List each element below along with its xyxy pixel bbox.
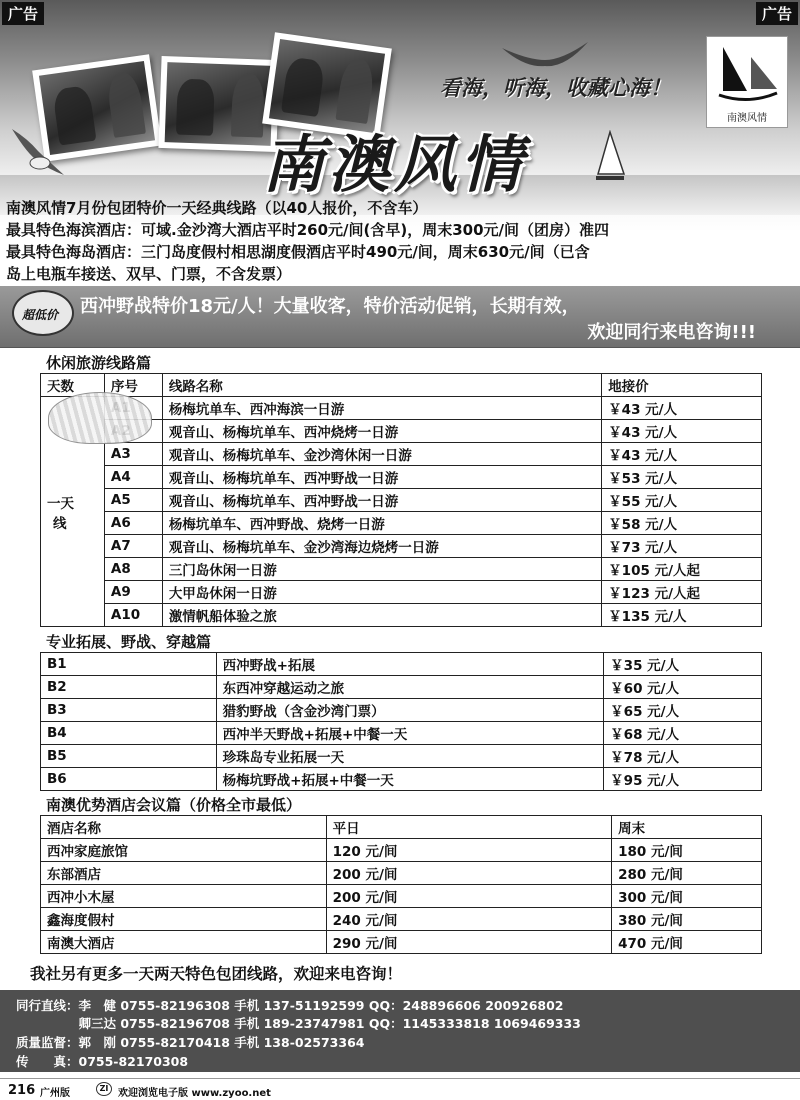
table-header-row bbox=[41, 374, 762, 397]
route-name: 三门岛休闲一日游 bbox=[162, 558, 601, 581]
table-row bbox=[41, 512, 762, 535]
route-code: B6 bbox=[41, 768, 217, 791]
page-footer bbox=[0, 1078, 800, 1100]
table-row bbox=[41, 745, 762, 768]
hotel-weekday-price: 120 元/间 bbox=[326, 839, 612, 862]
hotel-weekend-price: 470 元/间 bbox=[612, 931, 762, 954]
brand-logo bbox=[706, 36, 788, 128]
route-code: A5 bbox=[104, 489, 162, 512]
route-code: A7 bbox=[104, 535, 162, 558]
table-header-row bbox=[41, 816, 762, 839]
route-name: 西冲半天野战+拓展+中餐一天 bbox=[216, 722, 604, 745]
banner-slogan: 看海，听海，收藏心海！ bbox=[440, 76, 671, 100]
table-row bbox=[41, 581, 762, 604]
route-name: 猎豹野战（含金沙湾门票） bbox=[216, 699, 604, 722]
website-link[interactable]: 欢迎浏览电子版 www.zyoo.net bbox=[118, 1088, 271, 1099]
seashell-illustration bbox=[48, 392, 152, 444]
seagull-icon bbox=[8, 125, 68, 185]
promo-line: 欢迎同行来电咨询!!! bbox=[587, 322, 756, 343]
section-title-outdoor: 专业拓展、野战、穿越篇 bbox=[46, 633, 212, 651]
route-name: 珍珠岛专业拓展一天 bbox=[216, 745, 604, 768]
column-header: 地接价 bbox=[602, 374, 762, 397]
ad-label-left: 广告 bbox=[2, 2, 44, 25]
column-header: 线路名称 bbox=[162, 374, 601, 397]
bottom-note: 我社另有更多一天两天特色包团线路，欢迎来电咨询！ bbox=[30, 965, 403, 983]
route-price: ￥123 元/人起 bbox=[602, 581, 762, 604]
windsurfer-icon bbox=[592, 130, 628, 190]
contact-line: 同行直线：李 健 0755-82196308 手机 137-51192599 QQ：248896606 200926802 bbox=[16, 998, 564, 1013]
table-row bbox=[41, 489, 762, 512]
intro-line: 岛上电瓶车接送、双早、门票，不含发票） bbox=[6, 265, 292, 283]
ad-label-right: 广告 bbox=[756, 2, 798, 25]
route-code: A9 bbox=[104, 581, 162, 604]
route-name: 激情帆船体验之旅 bbox=[162, 604, 601, 627]
table-row bbox=[41, 653, 762, 676]
table-row bbox=[41, 885, 762, 908]
route-name: 观音山、杨梅坑单车、西冲野战一日游 bbox=[162, 489, 601, 512]
hotel-name: 东部酒店 bbox=[41, 862, 327, 885]
hotel-weekday-price: 290 元/间 bbox=[326, 931, 612, 954]
route-price: ￥65 元/人 bbox=[604, 699, 762, 722]
hotels-table bbox=[40, 815, 762, 954]
table-row bbox=[41, 908, 762, 931]
hotel-name: 西冲家庭旅馆 bbox=[41, 839, 327, 862]
route-name: 观音山、杨梅坑单车、西冲烧烤一日游 bbox=[162, 420, 601, 443]
table-row bbox=[41, 699, 762, 722]
table-row bbox=[41, 466, 762, 489]
route-price: ￥53 元/人 bbox=[602, 466, 762, 489]
route-code: A6 bbox=[104, 512, 162, 535]
route-price: ￥58 元/人 bbox=[602, 512, 762, 535]
table-row bbox=[41, 535, 762, 558]
route-price: ￥43 元/人 bbox=[602, 397, 762, 420]
hotel-name: 鑫海度假村 bbox=[41, 908, 327, 931]
promo-bar bbox=[0, 286, 800, 348]
route-code: B4 bbox=[41, 722, 217, 745]
route-price: ￥95 元/人 bbox=[604, 768, 762, 791]
route-code: A4 bbox=[104, 466, 162, 489]
route-code: A3 bbox=[104, 443, 162, 466]
logo-caption: 南澳风情 bbox=[727, 113, 767, 124]
route-code: B1 bbox=[41, 653, 217, 676]
table-row bbox=[41, 768, 762, 791]
contact-line: 卿三达 0755-82196708 手机 189-23747981 QQ：1145333818 1069469333 bbox=[16, 1016, 581, 1031]
hotel-weekend-price: 180 元/间 bbox=[612, 839, 762, 862]
route-code: B3 bbox=[41, 699, 217, 722]
route-price: ￥43 元/人 bbox=[602, 443, 762, 466]
route-name: 东西冲穿越运动之旅 bbox=[216, 676, 604, 699]
table-row bbox=[41, 443, 762, 466]
hotel-weekend-price: 380 元/间 bbox=[612, 908, 762, 931]
hotel-name: 西冲小木屋 bbox=[41, 885, 327, 908]
table-row bbox=[41, 722, 762, 745]
edition-label: 广州版 bbox=[40, 1088, 70, 1099]
day-label: 线 bbox=[53, 515, 67, 532]
route-price: ￥60 元/人 bbox=[604, 676, 762, 699]
table-row bbox=[41, 604, 762, 627]
route-code: A10 bbox=[104, 604, 162, 627]
route-code: A8 bbox=[104, 558, 162, 581]
hotel-weekend-price: 300 元/间 bbox=[612, 885, 762, 908]
day-label: 一天 bbox=[47, 495, 74, 512]
contact-line: 质量监督：郭 刚 0755-82170418 手机 138-02573364 bbox=[16, 1035, 365, 1050]
column-header: 天数 bbox=[41, 374, 105, 397]
route-name: 西冲野战+拓展 bbox=[216, 653, 604, 676]
route-price: ￥55 元/人 bbox=[602, 489, 762, 512]
discount-badge-text: 超低价 bbox=[22, 308, 59, 322]
hotel-weekday-price: 240 元/间 bbox=[326, 908, 612, 931]
hotel-weekday-price: 200 元/间 bbox=[326, 885, 612, 908]
route-name: 大甲岛休闲一日游 bbox=[162, 581, 601, 604]
section-title-leisure: 休闲旅游线路篇 bbox=[46, 354, 152, 372]
discount-badge bbox=[12, 290, 74, 336]
route-price: ￥35 元/人 bbox=[604, 653, 762, 676]
intro-text bbox=[6, 197, 796, 285]
section-title-hotels: 南澳优势酒店会议篇（价格全市最低） bbox=[46, 796, 302, 814]
route-code: B2 bbox=[41, 676, 217, 699]
page-number: 216 bbox=[8, 1083, 36, 1098]
route-name: 观音山、杨梅坑单车、西冲野战一日游 bbox=[162, 466, 601, 489]
route-code: B5 bbox=[41, 745, 217, 768]
route-name: 杨梅坑单车、西冲海滨一日游 bbox=[162, 397, 601, 420]
table-row bbox=[41, 676, 762, 699]
route-name: 观音山、杨梅坑单车、金沙湾海边烧烤一日游 bbox=[162, 535, 601, 558]
column-header: 周末 bbox=[612, 816, 762, 839]
header-banner bbox=[0, 0, 800, 290]
route-price: ￥43 元/人 bbox=[602, 420, 762, 443]
outdoor-routes-table bbox=[40, 652, 762, 791]
contact-line: 传 真：0755-82170308 bbox=[16, 1054, 189, 1069]
hotel-weekend-price: 280 元/间 bbox=[612, 862, 762, 885]
route-name: 观音山、杨梅坑单车、金沙湾休闲一日游 bbox=[162, 443, 601, 466]
table-row bbox=[41, 862, 762, 885]
intro-line: 最具特色海滨酒店：可域.金沙湾大酒店平时260元/间(含早)，周末300元/间（团房）准四 bbox=[6, 221, 609, 239]
route-name: 杨梅坑单车、西冲野战、烧烤一日游 bbox=[162, 512, 601, 535]
route-price: ￥68 元/人 bbox=[604, 722, 762, 745]
column-header: 平日 bbox=[326, 816, 612, 839]
brand-title: 南澳风情 bbox=[262, 128, 527, 201]
intro-line: 南澳风情7月份包团特价一天经典线路（以40人报价，不含车） bbox=[6, 199, 428, 217]
intro-line: 最具特色海岛酒店：三门岛度假村相思湖度假酒店平时490元/间，周末630元/间（已含 bbox=[6, 243, 590, 261]
route-price: ￥78 元/人 bbox=[604, 745, 762, 768]
promo-line: 西冲野战特价18元/人！大量收客，特价活动促销，长期有效， bbox=[80, 296, 580, 317]
circle-logo-icon: ZI bbox=[96, 1082, 112, 1096]
route-price: ￥73 元/人 bbox=[602, 535, 762, 558]
route-name: 杨梅坑野战+拓展+中餐一天 bbox=[216, 768, 604, 791]
table-row bbox=[41, 931, 762, 954]
route-price: ￥105 元/人起 bbox=[602, 558, 762, 581]
hotel-name: 南澳大酒店 bbox=[41, 931, 327, 954]
table-row bbox=[41, 558, 762, 581]
column-header: 酒店名称 bbox=[41, 816, 327, 839]
column-header: 序号 bbox=[104, 374, 162, 397]
contact-panel bbox=[0, 990, 800, 1072]
sailboat-icon bbox=[715, 43, 781, 105]
hotel-weekday-price: 200 元/间 bbox=[326, 862, 612, 885]
route-price: ￥135 元/人 bbox=[602, 604, 762, 627]
table-row bbox=[41, 839, 762, 862]
